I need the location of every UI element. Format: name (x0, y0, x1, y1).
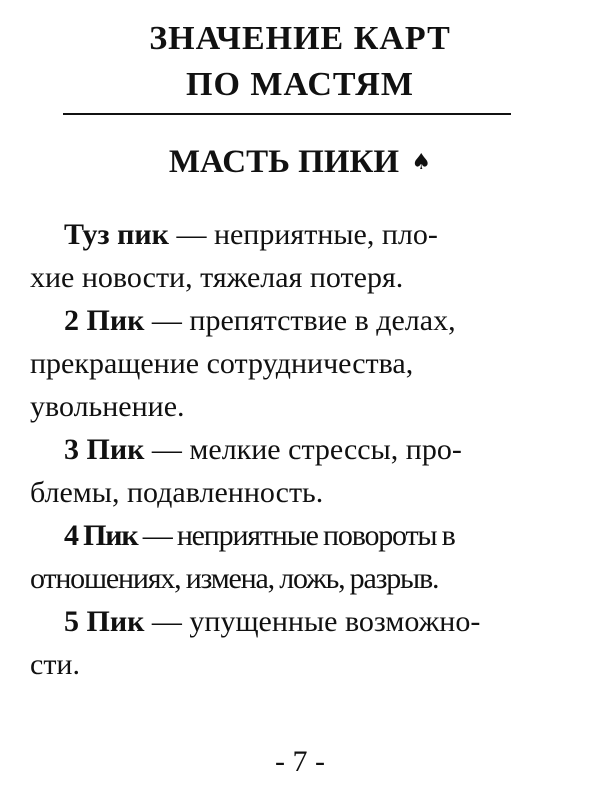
entry-term: 3 Пик (64, 433, 145, 466)
entry-ace-of-spades (30, 213, 530, 299)
entry-five-of-spades (30, 600, 530, 686)
entry-text: — мелкие стрессы, про- (151, 433, 462, 466)
entry-text: — неприятные, пло- (176, 218, 438, 251)
entry-term: 4 Пик (64, 519, 138, 552)
section-heading-text: МАСТЬ ПИКИ (168, 144, 400, 180)
entry-two-of-spades (30, 299, 530, 428)
entry-text: — препятствие в делах, (151, 304, 456, 337)
entry-term: 2 Пик (64, 304, 145, 337)
entry-text: — упущенные возможно- (151, 605, 481, 638)
page-title (0, 16, 600, 108)
entry-text: прекращение сотрудничества, (30, 347, 414, 380)
page-title-line-2: ПО МАСТЯМ (186, 66, 414, 103)
spade-suit-icon: ♠ (411, 150, 432, 175)
entry-text: увольнение. (30, 390, 185, 423)
entry-four-of-spades (30, 514, 530, 600)
entry-text: сти. (30, 648, 80, 681)
entry-term: Туз пик (64, 218, 169, 251)
entry-term: 5 Пик (64, 605, 145, 638)
card-meanings-list (30, 213, 530, 686)
entry-three-of-spades (30, 428, 530, 514)
page-title-line-1: ЗНАЧЕНИЕ КАРТ (149, 20, 451, 57)
entry-text: отношениях, измена, ложь, разрыв. (30, 562, 439, 595)
entry-text: хие новости, тяжелая потеря. (30, 261, 404, 294)
entry-text: блемы, подавленность. (30, 476, 324, 509)
title-divider (63, 113, 511, 115)
entry-text: — неприятные повороты в (142, 519, 455, 552)
page-number: - 7 - (275, 745, 325, 778)
section-heading (0, 140, 600, 185)
